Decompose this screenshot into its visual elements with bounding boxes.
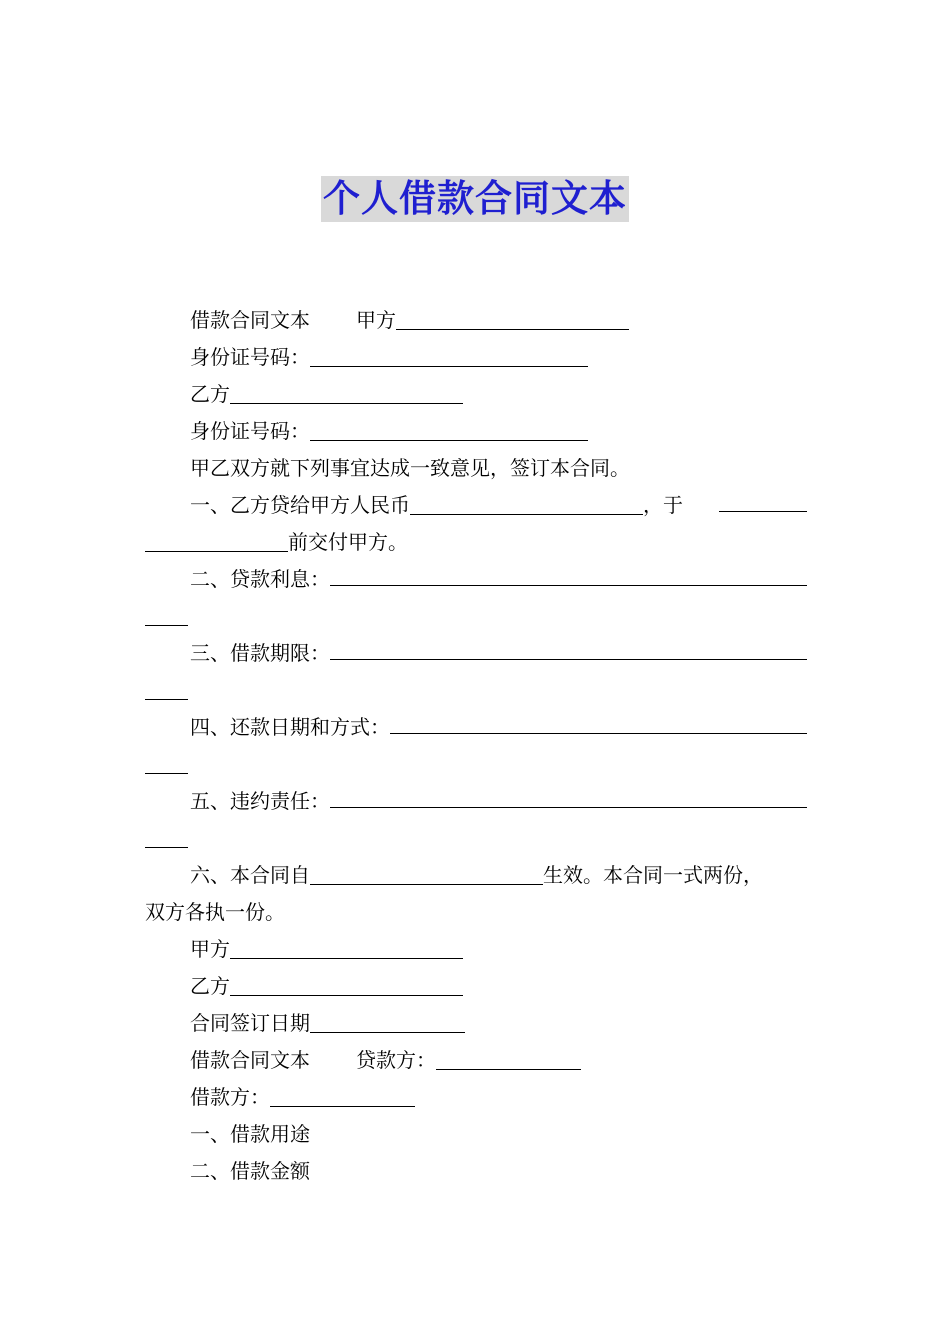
item-1-text: 一、借款用途 xyxy=(190,1122,310,1146)
clause-4-line-2 xyxy=(145,746,807,783)
clause-2-text: 二、贷款利息： xyxy=(190,567,330,591)
borrower-line xyxy=(145,1079,807,1116)
agreement-line xyxy=(145,450,807,487)
clause-2-line-2 xyxy=(145,598,807,635)
party-a-label: 甲方 xyxy=(356,308,396,332)
item-1-line xyxy=(145,1116,807,1153)
signature-b-line xyxy=(145,968,807,1005)
clause-6-line-1 xyxy=(145,857,807,894)
signature-a-label: 甲方 xyxy=(190,937,230,961)
liability-blank-cont xyxy=(145,827,188,848)
borrower-label: 借款方： xyxy=(190,1085,270,1109)
clause-5-text: 五、违约责任： xyxy=(190,789,330,813)
signature-a-blank xyxy=(230,938,463,959)
id-label-a: 身份证号码： xyxy=(190,345,310,369)
repayment-blank xyxy=(390,713,807,734)
clause-1-line-2 xyxy=(145,524,807,561)
title-area xyxy=(0,176,950,222)
header-line xyxy=(145,302,807,339)
borrower-blank xyxy=(270,1086,415,1107)
interest-blank-cont xyxy=(145,605,188,626)
sign-date-line xyxy=(145,1005,807,1042)
item-2-text: 二、借款金额 xyxy=(190,1159,310,1183)
effective-date-blank xyxy=(310,864,543,885)
signature-a-line xyxy=(145,931,807,968)
liability-blank xyxy=(330,787,807,808)
clause-6-effect-text: 生效。本合同一式两份， xyxy=(543,863,763,887)
repayment-blank-cont xyxy=(145,753,188,774)
agreement-text: 甲乙双方就下列事宜达成一致意见，签订本合同。 xyxy=(190,456,630,480)
clause-3-line-1 xyxy=(145,635,807,672)
date-blank-part1 xyxy=(719,491,807,512)
clause-1-end-text: 前交付甲方。 xyxy=(288,530,408,554)
clause-6-end-text: 双方各执一份。 xyxy=(145,900,285,924)
clause-3-line-2 xyxy=(145,672,807,709)
party-a-blank xyxy=(396,309,629,330)
term-blank-cont xyxy=(145,679,188,700)
id-line-b xyxy=(145,413,807,450)
interest-blank xyxy=(330,565,807,586)
id-line-a xyxy=(145,339,807,376)
party-b-blank xyxy=(230,383,463,404)
clause-6-line-2 xyxy=(145,894,807,931)
id-blank-b xyxy=(310,420,588,441)
item-2-line xyxy=(145,1153,807,1190)
clause-4-line-1 xyxy=(145,709,807,746)
signature-b-blank xyxy=(230,975,463,996)
document-title: 个人借款合同文本 xyxy=(323,177,627,220)
signature-b-label: 乙方 xyxy=(190,974,230,998)
sign-date-label: 合同签订日期 xyxy=(190,1011,310,1035)
lender-blank xyxy=(436,1049,581,1070)
clause-1-text: 一、乙方贷给甲方人民币 xyxy=(190,493,410,517)
party-b-line xyxy=(145,376,807,413)
clause-3-text: 三、借款期限： xyxy=(190,641,330,665)
clause-6-text: 六、本合同自 xyxy=(190,863,310,887)
clause-5-line-1 xyxy=(145,783,807,820)
term-blank xyxy=(330,639,807,660)
contract-name-text-2: 借款合同文本 xyxy=(190,1048,310,1072)
document-body xyxy=(145,302,807,1190)
id-blank-a xyxy=(310,346,588,367)
date-blank-part2 xyxy=(145,531,288,552)
id-label-b: 身份证号码： xyxy=(190,419,310,443)
clause-5-line-2 xyxy=(145,820,807,857)
clause-2-line-1 xyxy=(145,561,807,598)
clause-1-yu: ，于 xyxy=(643,493,683,517)
party-b-label: 乙方 xyxy=(190,382,230,406)
clause-4-text: 四、还款日期和方式： xyxy=(190,715,390,739)
sign-date-blank xyxy=(310,1012,465,1033)
lender-label: 贷款方： xyxy=(356,1048,436,1072)
second-header-line xyxy=(145,1042,807,1079)
clause-1-line-1 xyxy=(145,487,807,524)
contract-name-text: 借款合同文本 xyxy=(190,308,310,332)
amount-blank xyxy=(410,494,643,515)
